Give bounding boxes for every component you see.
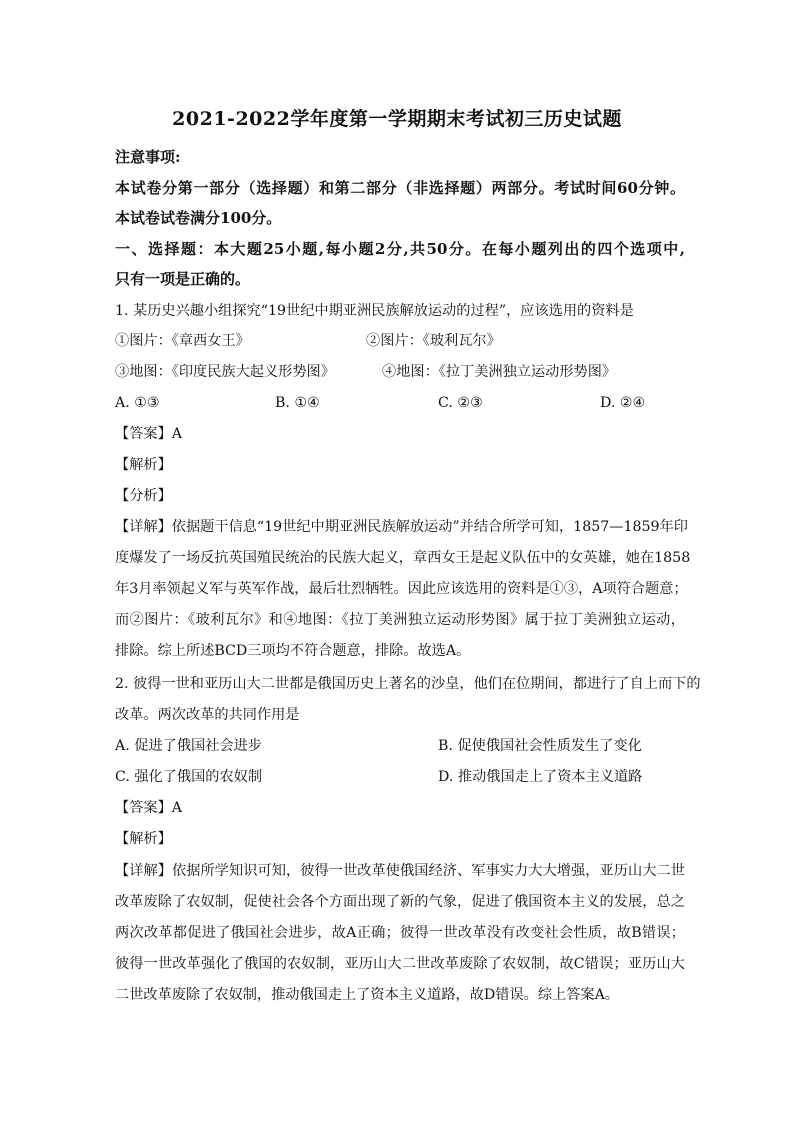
section1-instructions-1: 一、选择题：本大题25小题,每小题2分,共50分。在每小题列出的四个选项中, bbox=[115, 240, 685, 258]
q1-detail-2: 度爆发了一场反抗英国殖民统治的民族大起义，章西女王是起义队伍中的女英雄，她在1858 bbox=[115, 550, 691, 566]
q1-answer: 【答案】A bbox=[115, 426, 182, 442]
q1-option-d: D. ②④ bbox=[600, 395, 646, 411]
q1-material-1: ①图片：《章西女王》 bbox=[115, 333, 250, 349]
q1-detail-5: 排除。综上所述BCD三项均不符合题意，排除。故选A。 bbox=[115, 643, 471, 659]
q2-answer: 【答案】A bbox=[115, 800, 182, 816]
notice-line-1: 本试卷分第一部分（选择题）和第二部分（非选择题）两部分。考试时间60分钟。 bbox=[115, 179, 685, 197]
q2-analysis-label: 【解析】 bbox=[115, 831, 172, 847]
q1-fenxi-label: 【分析】 bbox=[115, 488, 172, 504]
q1-material-4: ④地图：《拉丁美洲独立运动形势图》 bbox=[382, 364, 617, 380]
q2-detail-5: 二世改革废除了农奴制，推动俄国走上了资本主义道路，故D错误。综上答案A。 bbox=[115, 987, 619, 1003]
q1-material-2: ②图片：《玻利瓦尔》 bbox=[366, 333, 501, 349]
q1-detail-4: 而②图片：《玻利瓦尔》和④地图：《拉丁美洲独立运动形势图》属于拉丁美洲独立运动， bbox=[115, 612, 685, 628]
q1-option-c: C. ②③ bbox=[438, 395, 483, 411]
q1-detail-1: 【详解】依据题干信息“19世纪中期亚洲民族解放运动”并结合所学可知，1857—1859年印 bbox=[115, 519, 688, 535]
section1-instructions-2: 只有一项是正确的。 bbox=[115, 270, 251, 288]
q2-detail-2: 改革废除了农奴制，促使社会各个方面出现了新的气象，促进了俄国资本主义的发展，总之 bbox=[115, 894, 685, 910]
q2-detail-4: 彼得一世改革强化了俄国的农奴制，亚历山大二世改革废除了农奴制，故C错误；亚历山大 bbox=[115, 956, 685, 972]
q1-material-3: ③地图：《印度民族大起义形势图》 bbox=[115, 364, 335, 380]
notice-line-2: 本试卷试卷满分100分。 bbox=[115, 209, 282, 227]
q1-analysis-label: 【解析】 bbox=[115, 457, 172, 473]
q2-option-d: D. 推动俄国走上了资本主义道路 bbox=[438, 769, 643, 785]
q2-stem-1: 2. 彼得一世和亚历山大二世都是俄国历史上著名的沙皇，他们在位期间，都进行了自上而下的 bbox=[115, 676, 701, 692]
q2-detail-1: 【详解】依据所学知识可知，彼得一世改革使俄国经济、军事实力大大增强，亚历山大二世 bbox=[115, 863, 685, 879]
q2-stem-2: 改革。两次改革的共同作用是 bbox=[115, 707, 300, 723]
q1-option-a: A. ①③ bbox=[115, 395, 160, 411]
q1-stem: 1. 某历史兴趣小组探究“19世纪中期亚洲民族解放运动的过程”，应该选用的资料是 bbox=[115, 303, 634, 319]
exam-title: 2021-2022学年度第一学期期末考试初三历史试题 bbox=[172, 108, 622, 130]
q2-option-b: B. 促使俄国社会性质发生了变化 bbox=[438, 738, 642, 754]
q2-detail-3: 两次改革都促进了俄国社会进步，故A正确；彼得一世改革没有改变社会性质，故B错误； bbox=[115, 925, 685, 941]
q2-option-a: A. 促进了俄国社会进步 bbox=[115, 738, 262, 754]
q1-detail-3: 年3月率领起义军与英军作战，最后壮烈牺牲。因此应该选用的资料是①③，A项符合题意； bbox=[115, 581, 688, 597]
q1-option-b: B. ①④ bbox=[275, 395, 320, 411]
q2-option-c: C. 强化了俄国的农奴制 bbox=[115, 769, 263, 785]
notice-heading: 注意事项: bbox=[115, 148, 181, 166]
